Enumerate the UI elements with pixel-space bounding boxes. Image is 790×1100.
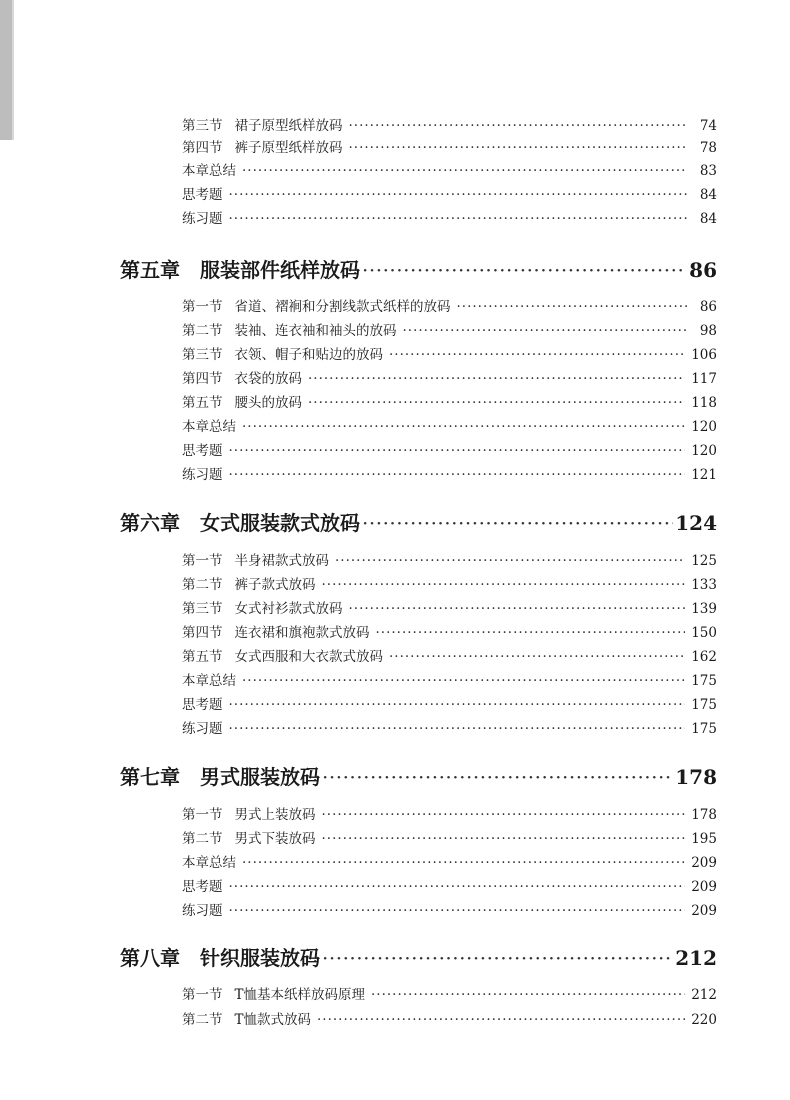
dot-leader xyxy=(322,827,686,851)
section-title: 女式衬衫款式放码 xyxy=(234,601,343,617)
chapter-label: 第八章 xyxy=(120,946,180,970)
toc-chapter-row[interactable] xyxy=(120,255,717,285)
dot-leader xyxy=(371,983,685,1007)
section-label: 本章总结 xyxy=(182,419,236,435)
section-title: 女式西服和大衣款式放码 xyxy=(234,649,383,665)
section-label: 练习题 xyxy=(182,721,223,737)
page-number: 125 xyxy=(691,553,717,569)
dot-leader xyxy=(349,597,686,621)
page-number: 78 xyxy=(699,140,717,156)
toc-section-row[interactable] xyxy=(182,439,717,463)
dot-leader xyxy=(457,295,688,319)
page-number: 84 xyxy=(699,211,717,227)
section-title: 男式上装放码 xyxy=(234,807,316,823)
page-number: 74 xyxy=(699,118,717,134)
dot-leader xyxy=(322,943,673,973)
dot-leader xyxy=(389,645,685,669)
dot-leader xyxy=(403,319,688,343)
page-number: 175 xyxy=(691,673,717,689)
section-label: 练习题 xyxy=(182,903,223,919)
section-label: 第三节 xyxy=(182,601,223,617)
dot-leader xyxy=(229,183,688,207)
dot-leader xyxy=(229,439,686,463)
toc-section-row[interactable] xyxy=(182,573,717,597)
dot-leader xyxy=(349,136,688,160)
dot-leader xyxy=(229,463,686,487)
section-label: 第一节 xyxy=(182,553,223,569)
dot-leader xyxy=(229,899,686,923)
section-label: 练习题 xyxy=(182,211,223,227)
dot-leader xyxy=(317,1008,685,1032)
toc-section-row[interactable] xyxy=(182,597,717,621)
section-label: 第一节 xyxy=(182,807,223,823)
page-number: 86 xyxy=(689,258,717,282)
toc-section-row[interactable] xyxy=(182,1008,717,1032)
section-title: 省道、褶裥和分割线款式纸样的放码 xyxy=(234,299,451,315)
section-label: 思考题 xyxy=(182,187,223,203)
section-label: 思考题 xyxy=(182,443,223,459)
dot-leader xyxy=(242,669,685,693)
section-title: 男式下装放码 xyxy=(234,831,316,847)
toc-section-row[interactable] xyxy=(182,136,717,160)
page-number: 209 xyxy=(691,903,717,919)
section-title: 连衣裙和旗袍款式放码 xyxy=(234,625,370,641)
toc-section-row[interactable] xyxy=(182,983,717,1007)
chapter-title: 针织服装放码 xyxy=(200,946,320,970)
page-number: 98 xyxy=(699,323,717,339)
section-title: T恤款式放码 xyxy=(234,1012,312,1028)
toc-section-row[interactable] xyxy=(182,693,717,717)
dot-leader xyxy=(229,207,688,231)
section-label: 第二节 xyxy=(182,1012,223,1028)
page-number: 212 xyxy=(691,987,717,1003)
dot-leader xyxy=(308,391,685,415)
page-number: 117 xyxy=(691,371,717,387)
section-label: 第四节 xyxy=(182,140,223,156)
toc-section-row[interactable] xyxy=(182,851,717,875)
dot-leader xyxy=(242,415,685,439)
section-title: 裤子原型纸样放码 xyxy=(234,140,343,156)
section-label: 练习题 xyxy=(182,467,223,483)
dot-leader xyxy=(376,621,686,645)
toc-section-row[interactable] xyxy=(182,114,717,138)
section-label: 第四节 xyxy=(182,625,223,641)
dot-leader xyxy=(322,762,673,792)
section-label: 思考题 xyxy=(182,879,223,895)
toc-section-row[interactable] xyxy=(182,391,717,415)
toc-section-row[interactable] xyxy=(182,549,717,573)
section-label: 第三节 xyxy=(182,118,223,134)
chapter-label: 第七章 xyxy=(120,765,180,789)
page-number: 139 xyxy=(691,601,717,617)
section-title: 半身裙款式放码 xyxy=(234,553,329,569)
page-number: 175 xyxy=(691,721,717,737)
section-title: 腰头的放码 xyxy=(234,395,302,411)
page-number: 120 xyxy=(691,443,717,459)
toc-chapter-row[interactable] xyxy=(120,508,717,538)
toc-section-row[interactable] xyxy=(182,827,717,851)
toc-section-row[interactable] xyxy=(182,645,717,669)
toc-section-row[interactable] xyxy=(182,343,717,367)
page-number: 150 xyxy=(691,625,717,641)
section-label: 第五节 xyxy=(182,395,223,411)
section-title: T恤基本纸样放码原理 xyxy=(234,987,366,1003)
toc-section-row[interactable] xyxy=(182,621,717,645)
section-title: 裙子原型纸样放码 xyxy=(234,118,343,134)
dot-leader xyxy=(242,851,685,875)
chapter-title: 服装部件纸样放码 xyxy=(200,258,360,282)
toc-section-row[interactable] xyxy=(182,295,717,319)
page-number: 83 xyxy=(699,163,717,179)
section-label: 第一节 xyxy=(182,299,223,315)
dot-leader xyxy=(349,114,688,138)
page-number: 86 xyxy=(699,299,717,315)
page-number: 121 xyxy=(691,467,717,483)
toc-section-row[interactable] xyxy=(182,183,717,207)
chapter-label: 第六章 xyxy=(120,511,180,535)
page-number: 175 xyxy=(691,697,717,713)
toc-section-row[interactable] xyxy=(182,319,717,343)
toc-chapter-row[interactable] xyxy=(120,762,717,792)
section-label: 第一节 xyxy=(182,987,223,1003)
dot-leader xyxy=(242,159,687,183)
page-number: 162 xyxy=(691,649,717,665)
toc-section-row[interactable] xyxy=(182,899,717,923)
toc-chapter-row[interactable] xyxy=(120,943,717,973)
toc-section-row[interactable] xyxy=(182,875,717,899)
toc-section-row[interactable] xyxy=(182,159,717,183)
toc-section-row[interactable] xyxy=(182,669,717,693)
section-label: 第二节 xyxy=(182,831,223,847)
chapter-title: 男式服装放码 xyxy=(200,765,320,789)
section-label: 本章总结 xyxy=(182,163,236,179)
section-label: 第二节 xyxy=(182,577,223,593)
section-label: 思考题 xyxy=(182,697,223,713)
dot-leader xyxy=(229,875,686,899)
dot-leader xyxy=(322,803,686,827)
chapter-title: 女式服装款式放码 xyxy=(200,511,360,535)
page-number: 84 xyxy=(699,187,717,203)
toc-section-row[interactable] xyxy=(182,717,717,741)
toc-section-row[interactable] xyxy=(182,803,717,827)
page-number: 209 xyxy=(691,855,717,871)
section-title: 装袖、连衣袖和袖头的放码 xyxy=(234,323,397,339)
page-number: 178 xyxy=(675,765,717,789)
dot-leader xyxy=(322,573,686,597)
page-number: 209 xyxy=(691,879,717,895)
dot-leader xyxy=(362,508,673,538)
chapter-label: 第五章 xyxy=(120,258,180,282)
dot-leader xyxy=(229,693,686,717)
section-label: 本章总结 xyxy=(182,855,236,871)
section-label: 第二节 xyxy=(182,323,223,339)
page-edge-line xyxy=(12,0,14,140)
dot-leader xyxy=(308,367,685,391)
page-number: 220 xyxy=(691,1012,717,1028)
page-number: 178 xyxy=(691,807,717,823)
section-title: 衣袋的放码 xyxy=(234,371,302,387)
page-number: 120 xyxy=(691,419,717,435)
section-label: 第四节 xyxy=(182,371,223,387)
dot-leader xyxy=(389,343,685,367)
toc-section-row[interactable] xyxy=(182,415,717,439)
section-label: 本章总结 xyxy=(182,673,236,689)
dot-leader xyxy=(229,717,686,741)
page-number: 195 xyxy=(691,831,717,847)
page-number: 118 xyxy=(691,395,717,411)
section-title: 裤子款式放码 xyxy=(234,577,316,593)
page-number: 106 xyxy=(691,347,717,363)
section-title: 衣领、帽子和贴边的放码 xyxy=(234,347,383,363)
section-label: 第三节 xyxy=(182,347,223,363)
page-edge-shadow xyxy=(0,0,12,140)
dot-leader xyxy=(335,549,685,573)
page-number: 212 xyxy=(675,946,717,970)
toc-section-row[interactable] xyxy=(182,367,717,391)
toc-section-row[interactable] xyxy=(182,207,717,231)
toc-section-row[interactable] xyxy=(182,463,717,487)
dot-leader xyxy=(362,255,685,285)
section-label: 第五节 xyxy=(182,649,223,665)
page-number: 133 xyxy=(691,577,717,593)
page-number: 124 xyxy=(675,511,717,535)
